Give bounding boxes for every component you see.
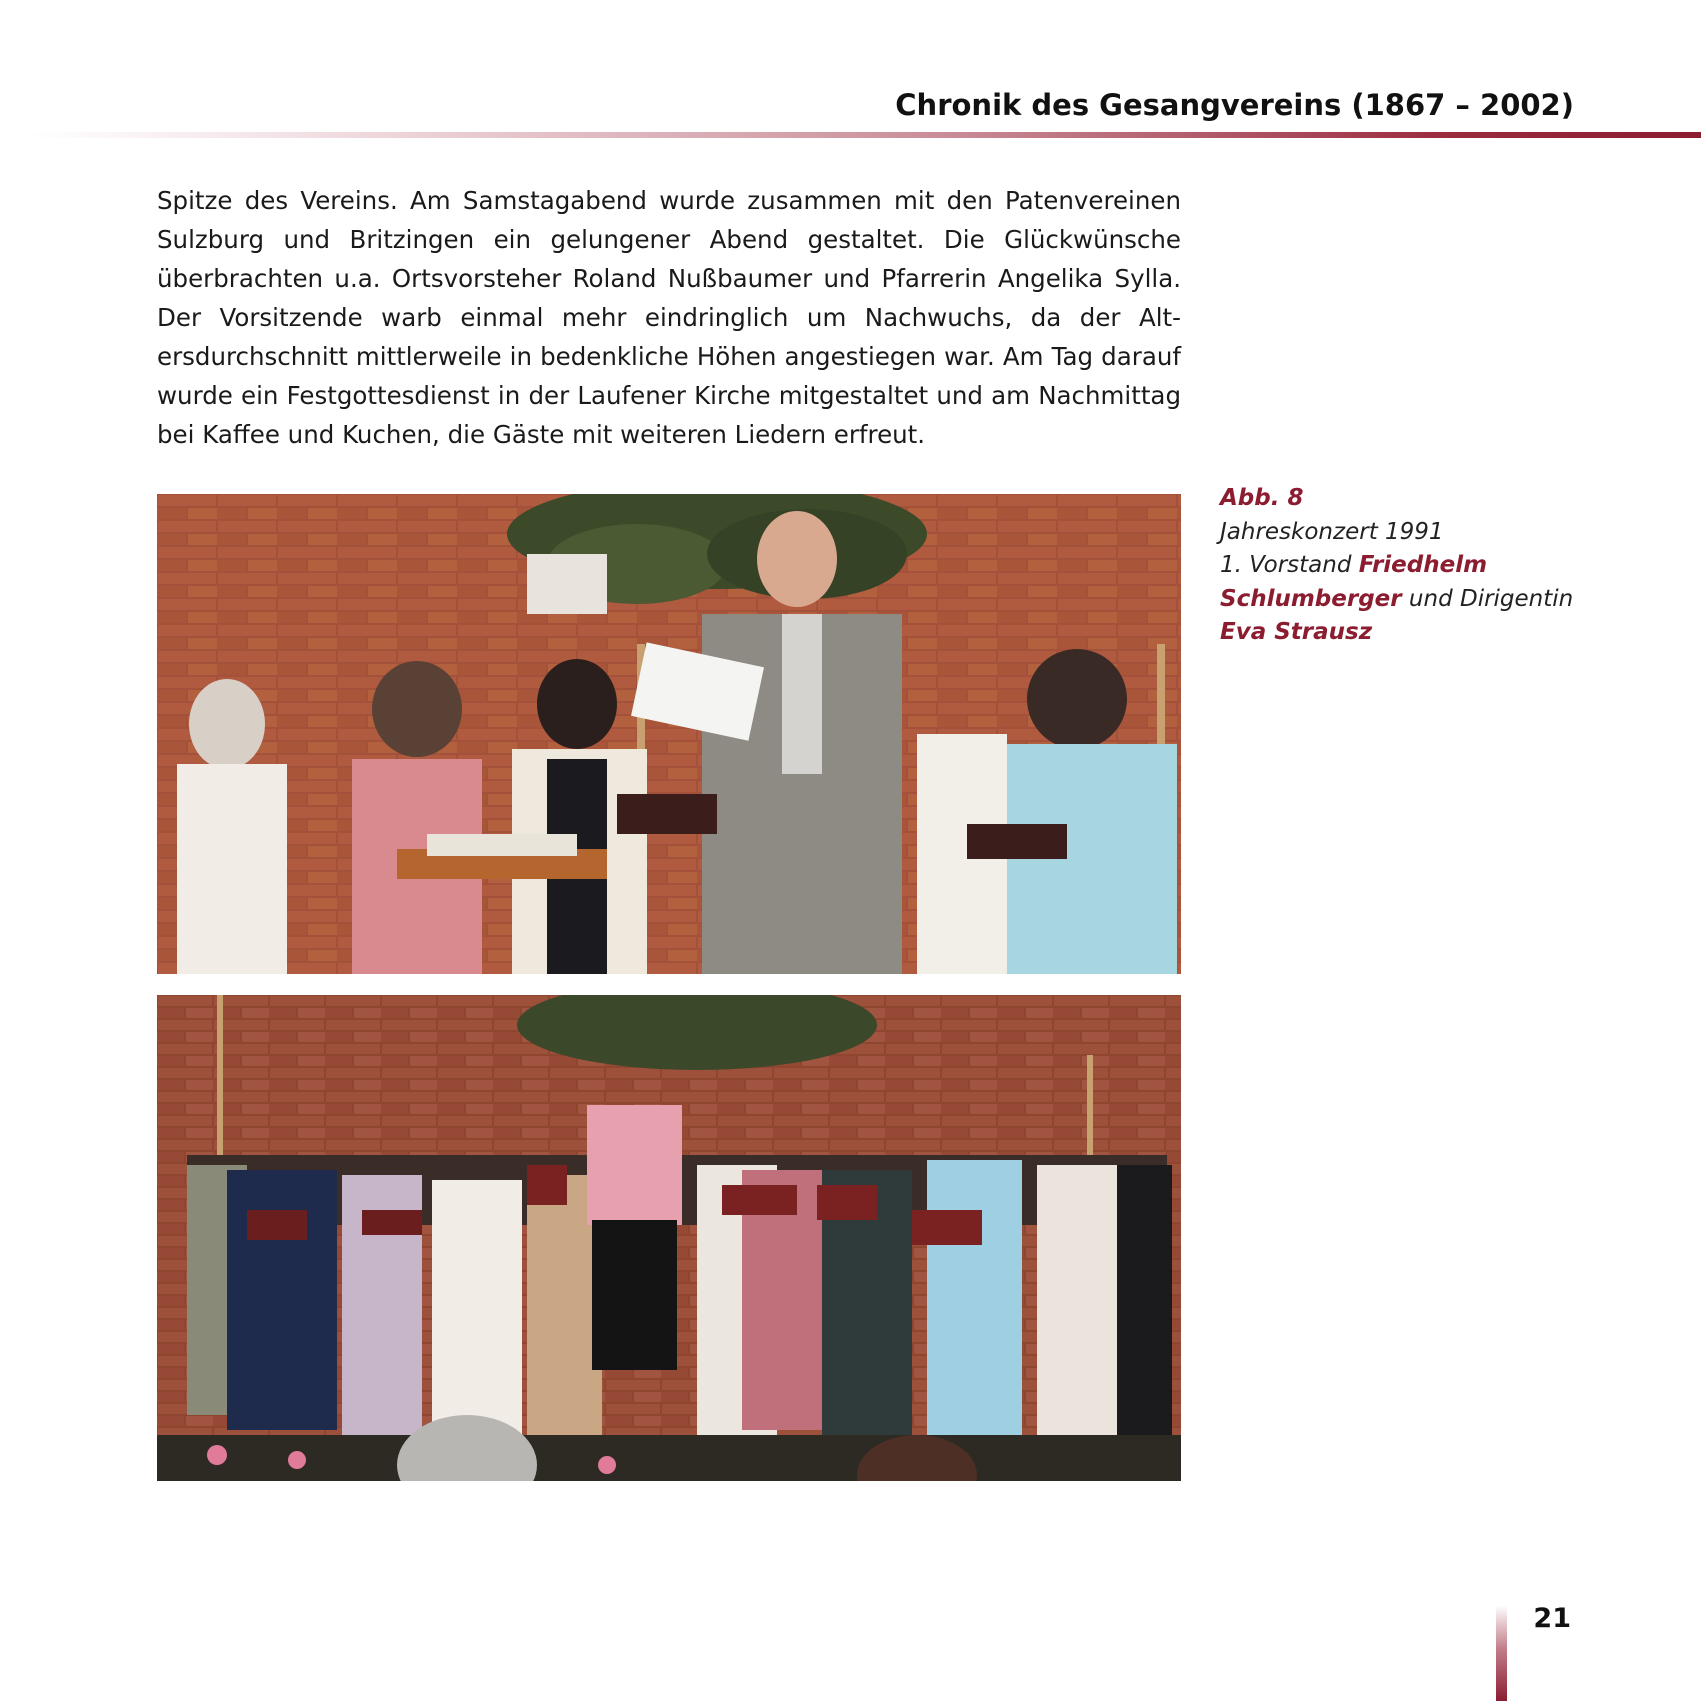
caption-name-last: Schlumberger (1220, 585, 1402, 612)
caption-line-1: Jahreskonzert 1991 (1220, 518, 1444, 545)
caption-line-3-mid: und Dirigentin (1408, 585, 1574, 612)
page-number: 21 (1533, 1603, 1571, 1634)
caption-name-2: Eva Strausz (1220, 619, 1373, 645)
page-number-bar (1496, 1605, 1507, 1701)
photo-choir-performance (157, 995, 1181, 1481)
caption-name-first: Friedhelm (1358, 552, 1488, 578)
running-title: Chronik des Gesangvereins (1867 – 2002) (895, 88, 1574, 122)
photo-choir-performance-image (157, 995, 1181, 1481)
caption-label: Abb. 8 (1220, 485, 1304, 511)
figure-caption (1220, 482, 1580, 650)
caption-line-2-prefix: 1. Vorstand (1220, 552, 1352, 578)
photo-concert-speaker-image (157, 494, 1181, 974)
header-rule (30, 132, 1701, 138)
body-paragraph: Spitze des Vereins. Am Samstagabend wurde zusammen mit den Patenvereinen Sulzburg und Britzingen ein gelungener Abend gestaltet. Die Glückwünsche überbrachten u.a. Ortsvorsteher Roland Nußbaumer und Pfarrerin Angelika Sylla. Der Vorsitzende warb einmal mehr eindringlich um Nachwuchs, da der Altersdurchschnitt mittlerweile in bedenkliche Höhen angestiegen war. Am Tag darauf wurde ein Festgottesdienst in der Laufener Kirche mitgestaltet und am Nachmittag bei Kaffee und Kuchen, die Gäste mit weiteren Liedern erfreut. (157, 186, 1181, 449)
photo-concert-speaker (157, 494, 1181, 974)
